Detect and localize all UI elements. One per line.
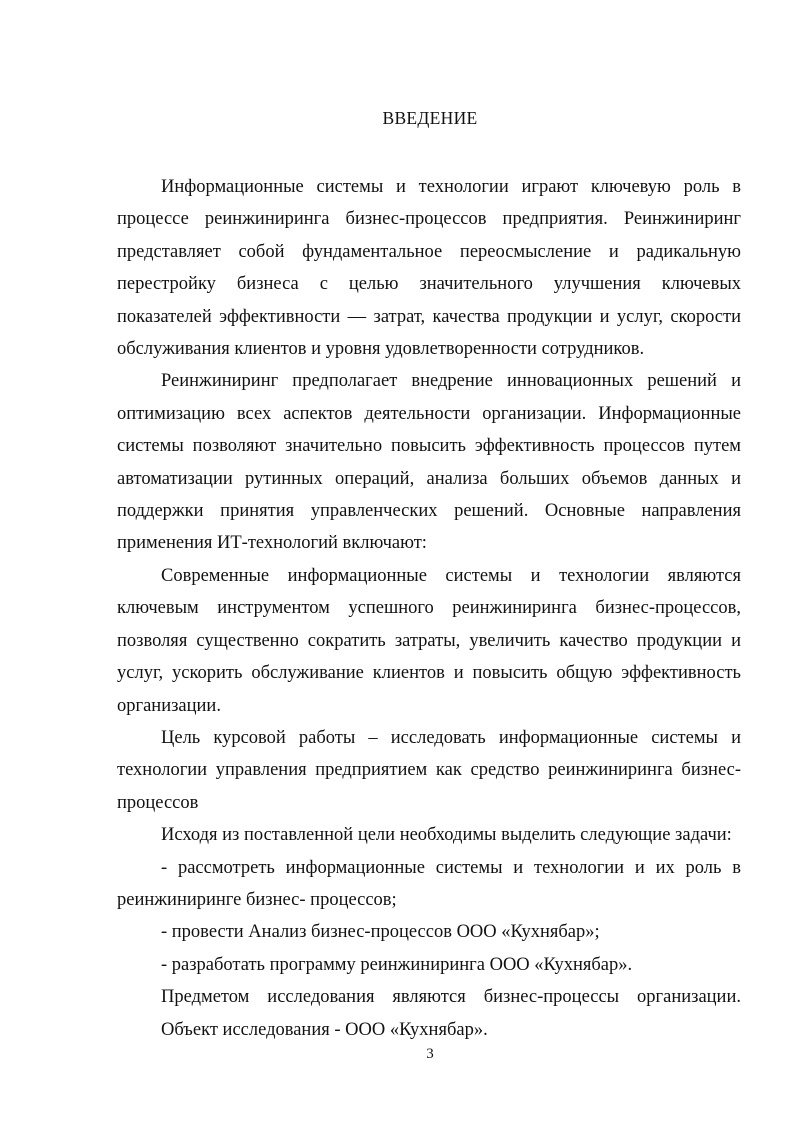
paragraph-modern-systems: Современные информационные системы и технологии являются ключевым инструментом успешного реинжиниринга бизнес-процессов, позволяя существенно сократить затраты, увеличить качество продукции и услуг, ускорить обслуживание клиентов и повысить общую эффективность организации.: [117, 565, 741, 716]
paragraph-intro: Информационные системы и технологии играют ключевую роль в процессе реинжиниринга бизнес-процессов предприятия. Реинжиниринг представляет собой фундаментальное переосмысление и радикальную перестройку бизнеса с целью значительного улучшения ключевых показателей эффективности — затрат, качества продукции и услуг, скорости обслуживания клиентов и уровня удовлетворенности сотрудников.: [117, 177, 741, 360]
task-item-2: - провести Анализ бизнес-процессов ООО «Кухнябар»;: [161, 922, 600, 943]
task-item-1: - рассмотреть информационные системы и технологии и их роль в реинжиниринге бизнес- процессов;: [117, 857, 741, 910]
paragraph-object: Объект исследования - ООО «Кухнябар».: [161, 1019, 488, 1040]
task-item-3: - разработать программу реинжиниринга ООО «Кухнябар».: [161, 954, 633, 975]
paragraph-goal: Цель курсовой работы – исследовать информационные системы и технологии управления предприятием как средство реинжиниринга бизнес-процессов: [117, 727, 741, 813]
paragraph-reengineering: Реинжиниринг предполагает внедрение инновационных решений и оптимизацию всех аспектов деятельности организации. Информационные системы позволяют значительно повысить эффективность процессов путем автоматизации рутинных операций, анализа больших объемов данных и поддержки принятия управленческих решений. Основные направления применения ИТ-технологий включают:: [117, 371, 741, 554]
body-text: [117, 171, 741, 1046]
paragraph-tasks-intro: Исходя из поставленной цели необходимы выделить следующие задачи:: [161, 825, 732, 846]
section-heading: ВВЕДЕНИЕ: [382, 108, 478, 128]
page-number: 3: [426, 1046, 434, 1062]
paragraph-subject: Предметом исследования являются бизнес-процессы организации.: [161, 987, 741, 1008]
